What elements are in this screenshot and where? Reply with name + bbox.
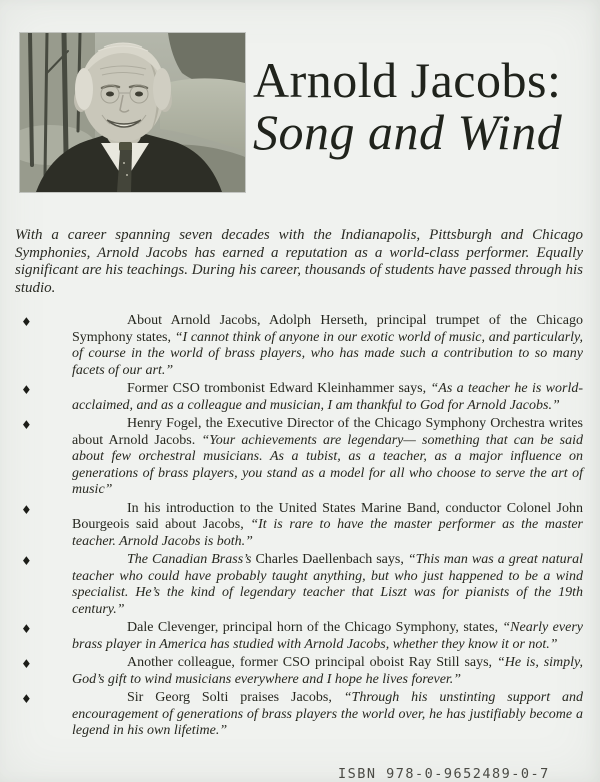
quote-item: [15, 655, 583, 688]
quote-segment-italic: “He is, simply, God’s gift to wind musicians everywhere and I hope he lives forever.”: [72, 655, 584, 687]
page-title: [253, 54, 562, 158]
quote-item: [15, 552, 583, 618]
quote-segment-roman: Charles Daellenbach says,: [255, 552, 408, 567]
diamond-bullet-icon: ♦: [21, 622, 32, 636]
diamond-bullet-icon: ♦: [21, 315, 32, 329]
diamond-bullet-icon: ♦: [21, 554, 32, 568]
quote-segment-italic: The Canadian Brass’s: [127, 552, 256, 567]
intro-paragraph: With a career spanning seven decades with the Indianapolis, Pittsburgh and Chicago Symphonies, Arnold Jacobs has earned a reputation as a world-class performer. Equally significant are his teachings. During his career, thousands of students have passed through his studio.: [15, 227, 583, 296]
quote-item: [15, 416, 583, 499]
arnold-jacobs-photo-illustration: [20, 33, 245, 192]
quote-segment-roman: Another colleague, former CSO principal oboist Ray Still says,: [127, 655, 497, 670]
quote-segment-roman: In his introduction to the United States Marine Band, conductor Colonel John Bourgeois said about Jacobs,: [72, 500, 583, 532]
title-line-2: Song and Wind: [253, 104, 563, 160]
quote-segment-italic: “This man was a great natural teacher who could have probably taught anything, but who just happened to be a wind specialist. He’s the kind of legendary teacher that Liszt was for pianists of the 19th century.”: [72, 552, 583, 617]
quote-segment-italic: “It is rare to have the master performer as the master teacher. Arnold Jacobs is both.”: [72, 517, 584, 549]
diamond-bullet-icon: ♦: [21, 502, 32, 517]
quote-segment-italic: “Nearly every brass player in America has studied with Arnold Jacobs, whether they know it or not.”: [72, 620, 583, 652]
quote-segment-roman: About Arnold Jacobs, Adolph Herseth, principal trumpet of the Chicago Symphony states,: [72, 313, 583, 345]
title-line-1: Arnold Jacobs:: [253, 52, 562, 108]
quote-item: [15, 690, 583, 740]
quote-item: [15, 501, 583, 551]
quote-segment-roman: Dale Clevenger, principal horn of the Chicago Symphony, states,: [127, 620, 503, 635]
quote-text: [72, 501, 583, 551]
quote-segment-roman: Sir Georg Solti praises Jacobs,: [127, 690, 344, 705]
quote-item: [15, 381, 583, 414]
diamond-bullet-icon: ♦: [21, 692, 32, 706]
quote-text: [72, 655, 583, 688]
quote-text: [72, 313, 583, 379]
quote-segment-italic: “Your achievements are legendary— something that can be said about few orchestral musicians. As a tubist, as a teacher, as a major influence on generations of brass players, you stand as a model for all who choose to serve the art of music”: [72, 432, 583, 497]
quote-text: [72, 620, 583, 653]
diamond-bullet-icon: ♦: [21, 383, 32, 397]
quote-segment-italic: “I cannot think of anyone in our exotic world of music, and particularly, of course in the world of brass players, who has made such a contribution to so many facets of our art.”: [72, 329, 584, 378]
arnold-jacobs-photo: [20, 33, 245, 192]
quote-item: [15, 620, 583, 653]
quote-text: [72, 552, 583, 618]
quote-segment-italic: “Through his unstinting support and encouragement of generations of brass players the world over, he has justifiably become a legend in his own lifetime.”: [72, 690, 583, 738]
quote-segment-roman: Henry Fogel, the Executive Director of the Chicago Symphony Orchestra writes about Arnold Jacobs.: [72, 416, 583, 448]
quote-segment-italic: “As a teacher he is world-acclaimed, and as a colleague and musician, I am thankful to God for Arnold Jacobs.”: [72, 381, 584, 413]
quotes-list: [15, 313, 583, 742]
quote-text: [72, 416, 583, 499]
quote-item: [15, 313, 583, 379]
quote-text: [72, 381, 583, 414]
diamond-bullet-icon: ♦: [21, 657, 32, 671]
quote-text: [72, 690, 583, 740]
isbn-label: ISBN 978-0-9652489-0-7: [338, 766, 550, 782]
quote-segment-roman: Former CSO trombonist Edward Kleinhammer says,: [127, 381, 431, 396]
diamond-bullet-icon: ♦: [21, 418, 32, 432]
